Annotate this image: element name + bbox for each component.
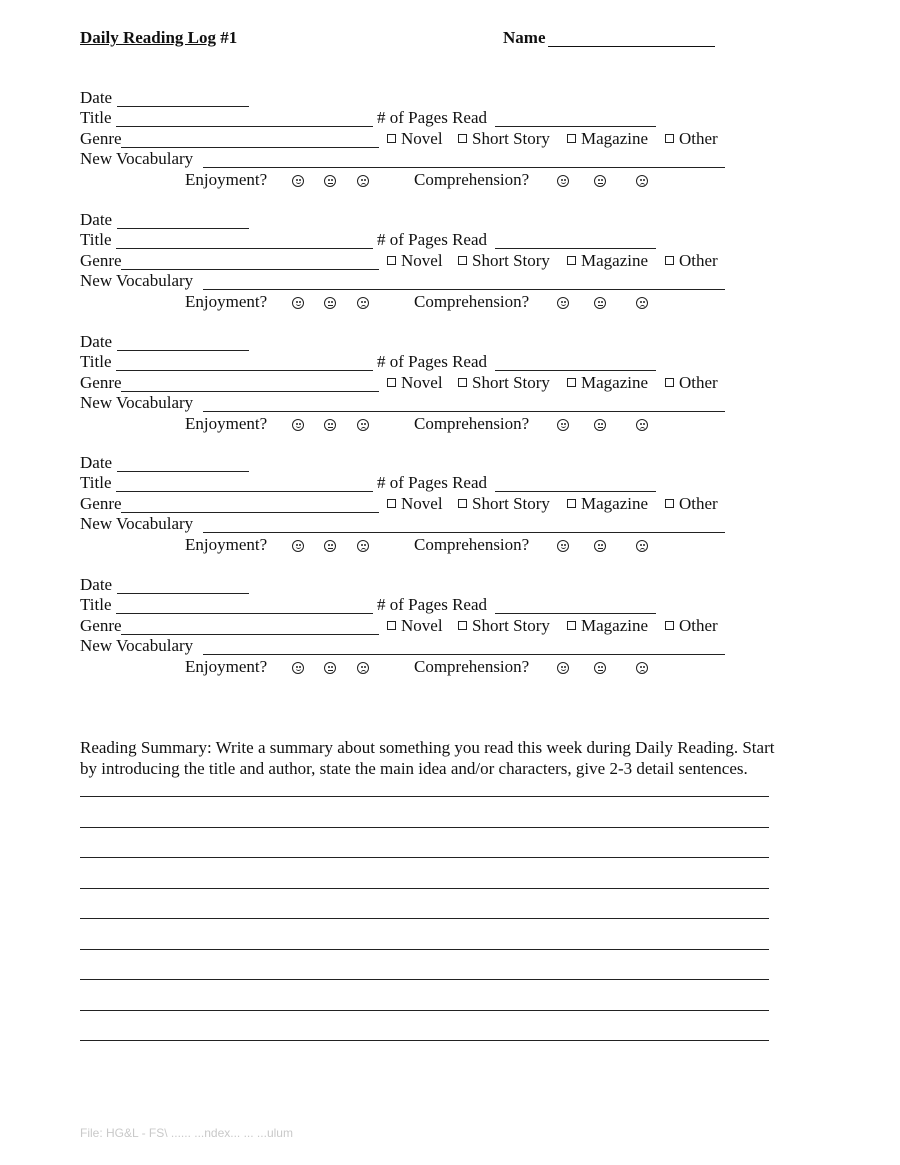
summary-instructions-line1: Reading Summary: Write a summary about something you read this week during Daily Reading. Start	[80, 738, 775, 757]
enjoyment-label: Enjoyment?	[185, 657, 268, 677]
comprehension-label: Comprehension?	[414, 535, 530, 555]
genre-option-label: Short Story	[472, 372, 550, 392]
checkbox-icon[interactable]	[387, 621, 396, 630]
genre-option-label: Short Story	[472, 494, 550, 514]
genre-option-label: Novel	[401, 129, 443, 148]
genre-option-label: Magazine	[581, 129, 649, 148]
genre-option-label: Novel	[401, 250, 443, 270]
date-label: Date	[80, 575, 113, 595]
vocab-label: New Vocabulary	[80, 636, 194, 656]
title-label: Title	[80, 108, 112, 127]
title-blank[interactable]	[116, 613, 373, 614]
genre-label: Genre	[80, 129, 122, 148]
summary-line[interactable]	[80, 888, 769, 889]
vocab-label: New Vocabulary	[80, 392, 194, 412]
vocab-label: New Vocabulary	[80, 270, 194, 290]
reading-entry	[0, 0, 900, 189]
summary-line[interactable]	[80, 1010, 769, 1011]
checkbox-icon[interactable]	[458, 621, 467, 630]
genre-option-label: Other	[679, 250, 718, 270]
enjoyment-sad[interactable]	[357, 660, 369, 678]
smiley-face-icon[interactable]	[557, 662, 569, 674]
pages-label: # of Pages Read	[377, 351, 488, 371]
summary-line[interactable]	[80, 979, 769, 980]
neutral-face-icon[interactable]	[594, 662, 606, 674]
name-label: Name	[503, 28, 546, 47]
summary-line[interactable]	[80, 918, 769, 919]
title-label: Title	[80, 351, 112, 371]
reading-entry	[0, 122, 900, 311]
genre-label: Genre	[80, 494, 122, 514]
genre-option-label: Other	[679, 372, 718, 392]
summary-line[interactable]	[80, 827, 769, 828]
genre-option-label: Other	[679, 616, 718, 636]
genre-blank[interactable]	[121, 634, 379, 635]
genre-label: Genre	[80, 250, 122, 270]
date-label: Date	[80, 88, 113, 107]
date-label: Date	[80, 453, 113, 473]
vocab-blank[interactable]	[203, 654, 725, 655]
date-blank[interactable]	[117, 350, 249, 351]
neutral-face-icon[interactable]	[324, 662, 336, 674]
genre-label: Genre	[80, 616, 122, 636]
summary-line[interactable]	[80, 949, 769, 950]
comprehension-label: Comprehension?	[414, 413, 530, 433]
comprehension-sad[interactable]	[636, 660, 648, 678]
summary-line[interactable]	[80, 857, 769, 858]
log-number: #1	[220, 28, 238, 47]
comprehension-neutral[interactable]	[594, 660, 606, 678]
pages-label: # of Pages Read	[377, 108, 488, 127]
summary-line[interactable]	[80, 1040, 769, 1041]
genre-option-label: Other	[679, 494, 718, 514]
genre-option-label: Short Story	[472, 129, 550, 148]
reading-entry	[0, 244, 900, 433]
reading-entry	[0, 487, 900, 677]
footer-path: File: HG&L - FS\ ...... ...ndex... ... ...ulum	[80, 1126, 293, 1140]
comprehension-label: Comprehension?	[414, 170, 530, 189]
genre-option-label: Short Story	[472, 616, 550, 636]
checkbox-icon[interactable]	[665, 621, 674, 630]
enjoyment-label: Enjoyment?	[185, 170, 268, 189]
sad-face-icon[interactable]	[357, 662, 369, 674]
pages-label: # of Pages Read	[377, 229, 488, 249]
genre-option-magazine[interactable]	[567, 616, 648, 636]
enjoyment-label: Enjoyment?	[185, 535, 268, 555]
genre-option-label: Novel	[401, 616, 443, 636]
genre-option-label: Other	[679, 129, 718, 148]
pages-label: # of Pages Read	[377, 595, 488, 615]
summary-line[interactable]	[80, 796, 769, 797]
genre-option-label: Magazine	[581, 494, 649, 514]
checkbox-icon[interactable]	[567, 621, 576, 630]
vocab-label: New Vocabulary	[80, 514, 194, 534]
smiley-face-icon[interactable]	[292, 662, 304, 674]
sad-face-icon[interactable]	[636, 662, 648, 674]
genre-option-label: Magazine	[581, 616, 649, 636]
date-label: Date	[80, 209, 113, 229]
enjoyment-neutral[interactable]	[324, 660, 336, 678]
pages-label: # of Pages Read	[377, 473, 488, 493]
enjoyment-label: Enjoyment?	[185, 413, 268, 433]
comprehension-label: Comprehension?	[414, 291, 530, 311]
pages-blank[interactable]	[495, 613, 656, 614]
summary-instructions-line2: by introducing the title and author, state the main idea and/or characters, give 2-3 detail sentences.	[80, 759, 748, 778]
genre-option-label: Novel	[401, 494, 443, 514]
date-blank[interactable]	[117, 228, 249, 229]
comprehension-label: Comprehension?	[414, 657, 530, 677]
enjoyment-happy[interactable]	[292, 660, 304, 678]
genre-option-label: Magazine	[581, 372, 649, 392]
genre-option-other[interactable]	[665, 616, 718, 636]
genre-option-label: Novel	[401, 372, 443, 392]
title-label: Title	[80, 595, 112, 615]
date-blank[interactable]	[117, 593, 249, 594]
vocab-label: New Vocabulary	[80, 149, 194, 168]
genre-option-novel[interactable]	[387, 616, 443, 636]
date-label: Date	[80, 331, 113, 351]
genre-option-label: Magazine	[581, 250, 649, 270]
genre-option-short-story[interactable]	[458, 616, 550, 636]
title-label: Title	[80, 473, 112, 493]
title-text: Daily Reading Log	[80, 28, 217, 47]
genre-label: Genre	[80, 372, 122, 392]
comprehension-happy[interactable]	[557, 660, 569, 678]
title-label: Title	[80, 229, 112, 249]
enjoyment-label: Enjoyment?	[185, 291, 268, 311]
date-blank[interactable]	[117, 106, 249, 107]
reading-entry	[0, 365, 900, 555]
genre-option-label: Short Story	[472, 250, 550, 270]
date-blank[interactable]	[117, 471, 249, 472]
